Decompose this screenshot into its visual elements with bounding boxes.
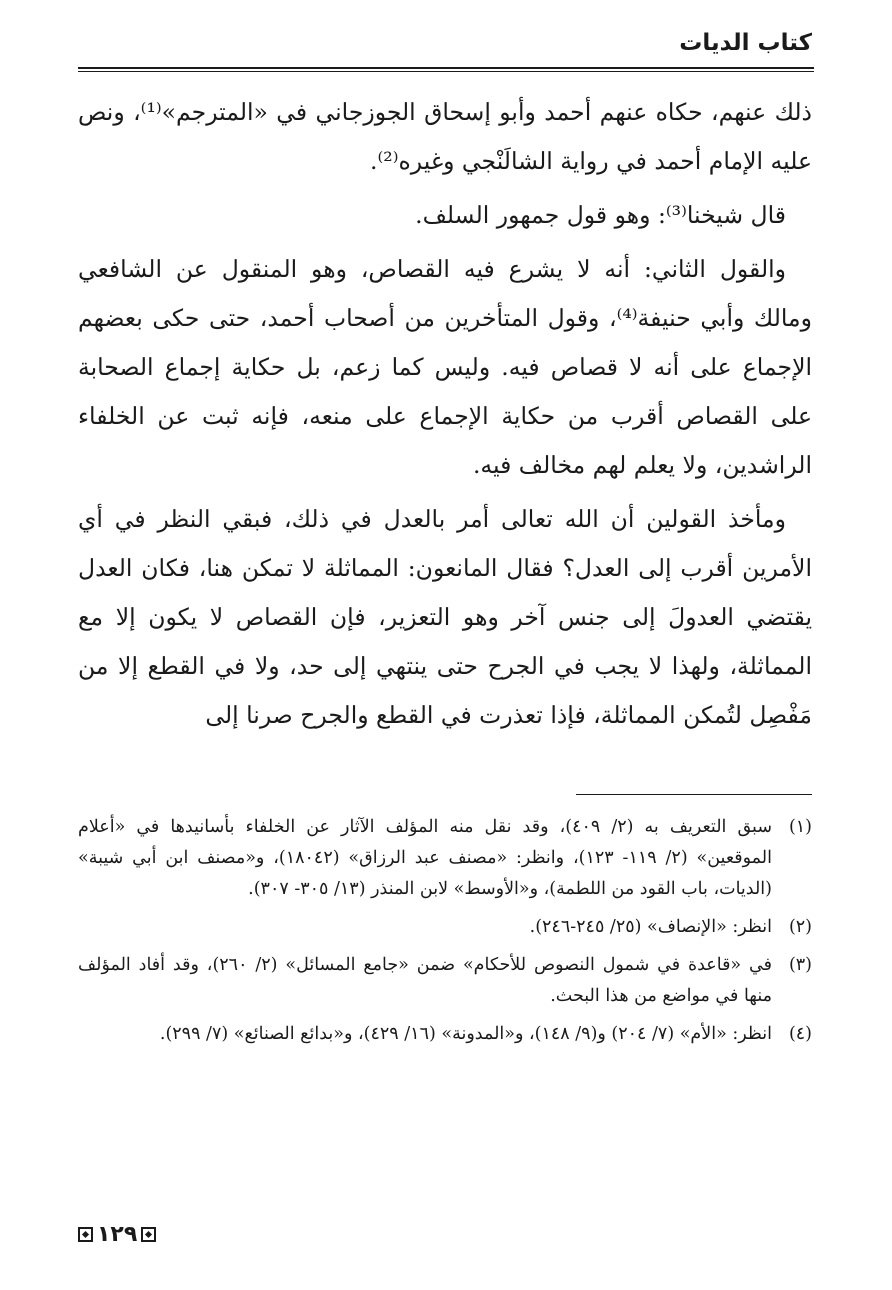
footnote-number: (١) [788, 817, 812, 837]
footnote-item [78, 812, 812, 905]
footnote-text: انظر: «الأم» (٧/ ٢٠٤) و(٩/ ١٤٨)، و«المدونة» (١٦/ ٤٢٩)، و«بدائع الصنائع» (٧/ ٢٩٩). [159, 1024, 772, 1044]
header-rule-thin [78, 71, 814, 72]
page-number: ١٢٩ [97, 1222, 138, 1247]
footnote-number: (٤) [788, 1024, 812, 1044]
header-rule-thick [78, 67, 814, 69]
footnote-item [78, 1019, 812, 1050]
footnote-separator [576, 794, 812, 795]
footnote-text: انظر: «الإنصاف» (٢٥/ ٢٤٥-٢٤٦). [529, 917, 772, 937]
footnote-item [78, 912, 812, 943]
footnote-number: (٢) [788, 917, 812, 937]
ornament-right-icon [141, 1227, 156, 1242]
ornament-left-icon [78, 1227, 93, 1242]
footnote-text: سبق التعريف به (٢/ ٤٠٩)، وقد نقل منه المؤلف الآثار عن الخلفاء بأسانيدها في «أعلام الموقعين» (٢/ ١١٩- ١٢٣)، وانظر: «مصنف عبد الرزاق» (١٨٠٤٢)، و«مصنف ابن أبي شيبة» (الديات، باب القود من اللطمة)، و«الأوسط» لابن المنذر (١٣/ ٣٠٥- ٣٠٧). [78, 817, 772, 899]
paragraph: ومأخذ القولين أن الله تعالى أمر بالعدل في ذلك، فبقي النظر في أي الأمرين أقرب إلى العدل؟ فقال المانعون: المماثلة لا تمكن هنا، فكان العدل يقتضي العدولَ إلى جنس آخر وهو التعزير، فإن القصاص لا يكون إلا مع المماثلة، ولهذا لا يجب في الجرح حتى ينتهي إلى حد، ولا في القطع إلا من مَفْصِل لتُمكن المماثلة، فإذا تعذرت في القطع والجرح صرنا إلى [78, 505, 812, 729]
paragraph: والقول الثاني: أنه لا يشرع فيه القصاص، وهو المنقول عن الشافعي ومالك وأبي حنيفة⁽⁴⁾، وقول المتأخرين من أصحاب أحمد، حتى حكى بعضهم الإجماع على أنه لا قصاص فيه. وليس كما زعم، بل حكاية إجماع الصحابة على القصاص أقرب من حكاية الإجماع على منعه، فإنه ثبت عن الخلفاء الراشدين، ولا يعلم لهم مخالف فيه. [78, 255, 812, 479]
paragraph: قال شيخنا⁽³⁾: وهو قول جمهور السلف. [415, 201, 786, 229]
page-number-block [78, 1222, 156, 1247]
paragraph: ذلك عنهم، حكاه عنهم أحمد وأبو إسحاق الجوزجاني في «المترجم»⁽¹⁾، ونص عليه الإمام أحمد في رواية الشالَنْجي وغيره⁽²⁾. [78, 98, 813, 175]
footnotes-list [78, 812, 812, 1057]
footnote-number: (٣) [788, 955, 812, 975]
main-text [78, 88, 812, 740]
footnote-item [78, 950, 812, 1012]
footnote-text: في «قاعدة في شمول النصوص للأحكام» ضمن «جامع المسائل» (٢/ ٢٦٠)، وقد أفاد المؤلف منها في مواضع من هذا البحث. [78, 955, 772, 1006]
running-header-title: كتاب الديات [679, 30, 812, 56]
